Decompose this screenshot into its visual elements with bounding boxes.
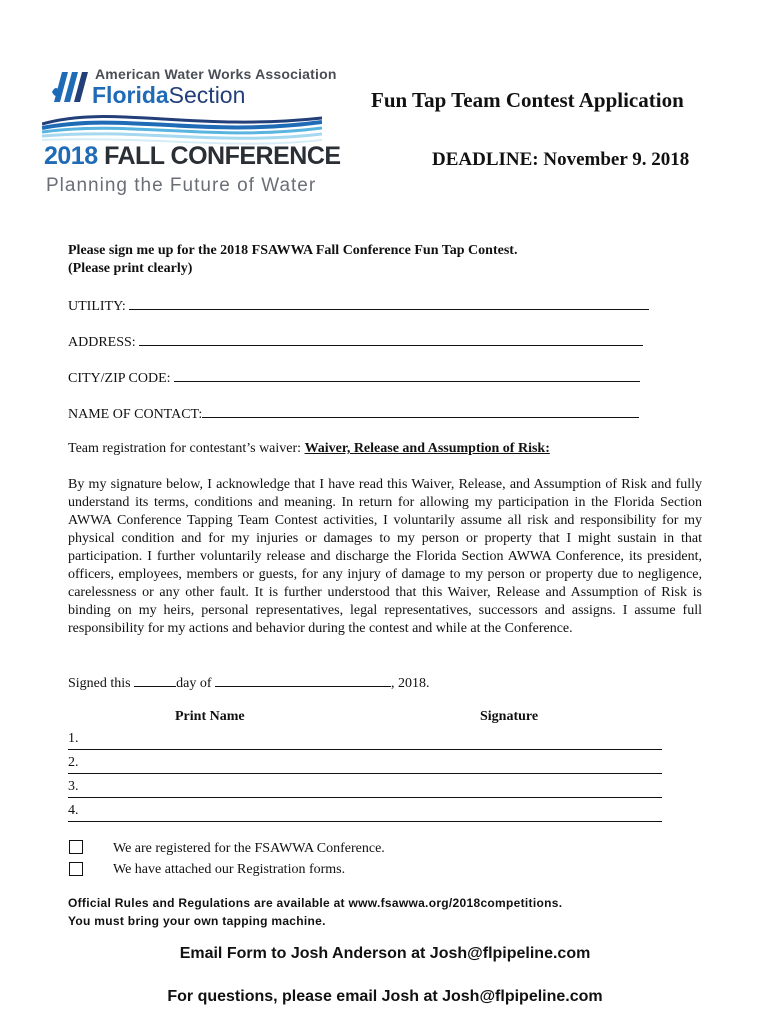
address-field bbox=[68, 333, 643, 351]
awwa-mark-icon bbox=[52, 72, 88, 102]
contact-label: NAME OF CONTACT: bbox=[68, 407, 203, 422]
intro-line-2: (Please print clearly) bbox=[68, 261, 193, 276]
table-row[interactable] bbox=[68, 731, 662, 750]
utility-input[interactable] bbox=[129, 297, 649, 310]
signed-line bbox=[68, 674, 430, 692]
waiver-title: Waiver, Release and Assumption of Risk: bbox=[304, 441, 550, 456]
row-number: 4. bbox=[68, 803, 79, 818]
rules-line-1: Official Rules and Regulations are available at www.fsawwa.org/2018competitions. bbox=[68, 896, 563, 910]
row-number: 3. bbox=[68, 779, 79, 794]
logo-conference-label: FALL CONFERENCE bbox=[104, 142, 341, 170]
table-row[interactable] bbox=[68, 779, 662, 798]
table-row[interactable] bbox=[68, 755, 662, 774]
intro-line-1: Please sign me up for the 2018 FSAWWA Fall Conference Fun Tap Contest. bbox=[68, 243, 518, 258]
email-instructions: Email Form to Josh Anderson at Josh@flpipeline.com bbox=[179, 945, 591, 962]
logo-section-name bbox=[92, 82, 245, 109]
row-number: 1. bbox=[68, 731, 79, 746]
registered-checkbox-label: We are registered for the FSAWWA Conference. bbox=[113, 841, 385, 856]
logo-tagline: Planning the Future of Water bbox=[46, 175, 317, 196]
cityzip-field bbox=[68, 369, 640, 387]
waiver-body: By my signature below, I acknowledge that I have read this Waiver, Release, and Assumption of Risk and fully understand its terms, conditions and meaning. In return for allowing my participation in the Florida Section AWWA Conference Tapping Team Contest activities, I voluntarily assume all risk and responsibility for my physical condition and for my injuries or damages to my person or property that I might sustain in that participation. I further voluntarily release and discharge the Florida Section AWWA Conference, its president, officers, employees, members or guests, for any injury of damage to my person or property due to negligence, carelessness or any other fault. It is further understood that this Waiver, Release and Assumption of Risk is binding on my heirs, personal representatives, legal representatives, successors and assigns. I assume full responsibility for my actions and behavior during the contest and while at the Conference. bbox=[68, 477, 702, 636]
table-row[interactable] bbox=[68, 803, 662, 822]
address-label: ADDRESS: bbox=[68, 335, 136, 350]
signed-year: , 2018. bbox=[391, 676, 430, 691]
attached-forms-checkbox-label: We have attached our Registration forms. bbox=[113, 862, 346, 877]
column-print-name: Print Name bbox=[175, 709, 245, 724]
waiver-heading bbox=[68, 441, 550, 457]
logo-org-name: American Water Works Association bbox=[95, 66, 337, 82]
deadline: DEADLINE: November 9. 2018 bbox=[432, 149, 690, 170]
page-title: Fun Tap Team Contest Application bbox=[371, 88, 684, 112]
rules-note bbox=[68, 894, 562, 930]
signed-prefix: Signed this bbox=[68, 676, 131, 691]
signed-day-input[interactable] bbox=[134, 674, 176, 687]
rules-line-2: You must bring your own tapping machine. bbox=[68, 914, 326, 928]
column-signature: Signature bbox=[480, 709, 539, 724]
logo-year: 2018 bbox=[44, 142, 98, 170]
contact-input[interactable] bbox=[202, 405, 639, 418]
cityzip-input[interactable] bbox=[174, 369, 640, 382]
logo-florida: Florida bbox=[92, 82, 169, 108]
utility-field bbox=[68, 297, 649, 315]
signed-dayof: day of bbox=[176, 676, 212, 691]
address-input[interactable] bbox=[139, 333, 643, 346]
utility-label: UTILITY: bbox=[68, 299, 126, 314]
waiver-label: Team registration for contestant’s waiver: bbox=[68, 441, 302, 456]
registered-checkbox[interactable] bbox=[69, 840, 83, 854]
row-number: 2. bbox=[68, 755, 79, 770]
attached-forms-checkbox[interactable] bbox=[69, 862, 83, 876]
logo-conference bbox=[44, 142, 341, 171]
logo-section: Section bbox=[168, 82, 246, 108]
cityzip-label: CITY/ZIP CODE: bbox=[68, 371, 171, 386]
signed-month-input[interactable] bbox=[215, 674, 391, 687]
contact-field bbox=[68, 405, 639, 423]
questions-contact: For questions, please email Josh at Josh@flpipeline.com bbox=[167, 988, 603, 1005]
